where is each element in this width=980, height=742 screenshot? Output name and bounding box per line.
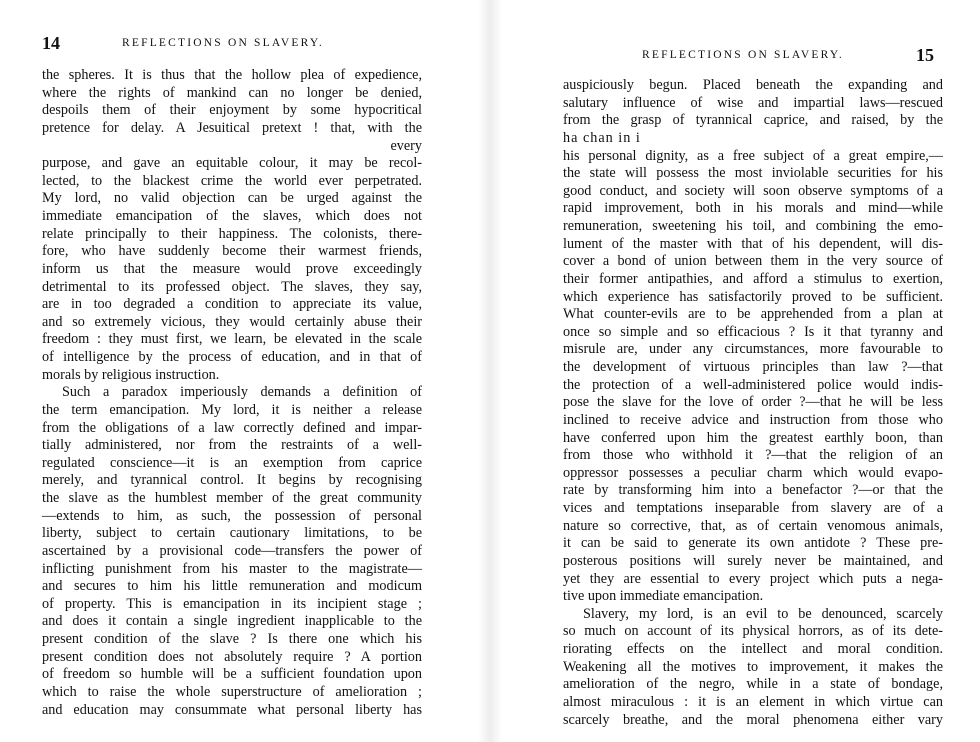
text-line: oppressor possesses a peculiar charm which would evapo- <box>563 464 943 481</box>
text-line: tially administered, nor from the restraints of a well- <box>42 437 422 454</box>
right-running-title: REFLECTIONS ON SLAVERY. <box>642 49 844 61</box>
text-line: from those who withhold it ?—that the religion of an <box>563 447 943 464</box>
text-line: scarcely breathe, and the moral phenomena either vary <box>563 711 943 728</box>
text-line: his personal dignity, as a free subject of a great empire,— <box>563 147 943 164</box>
text-line: riorating effects on the intellect and moral condition. <box>563 641 943 657</box>
text-line: despoils them of their enjoyment by some hypocritical <box>42 102 422 119</box>
text-line: the slave as the humblest member of the great community <box>42 490 422 506</box>
text-line: of freedom so humble will be a sufficient foundation upon <box>42 666 422 683</box>
text-line: from the grasp of tyrannical caprice, and raised, by the <box>563 112 943 129</box>
text-line: rate by transforming him into a benefactor ?—or that the <box>563 482 943 499</box>
text-line: and secures to him his little remuneration and modicum <box>42 578 422 595</box>
text-line: the spheres. It is thus that the hollow plea of expedience, <box>42 67 422 83</box>
text-line: remuneration, sweetening his toil, and combining the emo- <box>563 218 943 234</box>
text-line: the state will possess the most inviolable securities for his <box>563 165 943 182</box>
text-line: What counter-evils are to be apprehended from a plan at <box>563 306 943 323</box>
text-line: good conduct, and society will soon observe symptoms of a <box>563 182 943 199</box>
text-line: present condition of the slave ? Is there one which his <box>42 631 422 647</box>
text-line: are in too degraded a condition to appreciate its value, <box>42 296 422 313</box>
text-line: inflicting punishment from his master to the magistrate— <box>42 560 422 577</box>
text-line: present condition does not absolutely require ? A portion <box>42 648 422 665</box>
text-line: inform us that the measure would prove exceedingly <box>42 260 422 277</box>
text-line: and education may consummate what personal liberty has <box>42 701 422 718</box>
text-line: immediate emancipation of the slaves, which does not <box>42 208 422 224</box>
text-line: regulated conscience—it is an exemption from caprice <box>42 454 422 471</box>
text-line: of property. This is emancipation in its incipient stage ; <box>42 595 422 612</box>
text-line: and so extremely vicious, they would certainly abuse their <box>42 313 422 330</box>
text-line: almost miraculous : it is an element in which virtue can <box>563 693 943 710</box>
text-line: their former antipathies, and afford a stimulus to exertion, <box>563 270 943 287</box>
text-line: nature so corrective, that, as of certain venomous animals, <box>563 517 943 534</box>
text-line: detrimental to its professed object. The slaves, they say, <box>42 278 422 295</box>
left-page-header <box>0 33 490 53</box>
text-line: rapid improvement, both in his morals and mind—while <box>563 200 943 217</box>
text-line: the term emancipation. My lord, it is neither a release <box>42 401 422 418</box>
text-line: salutary influence of wise and impartial laws—rescued <box>563 94 943 111</box>
text-line: pretence for delay. A Jesuitical pretext ! that, with the <box>42 119 422 136</box>
text-line: pose the slave for the love of order ?—that he will be less <box>563 394 943 411</box>
text-line: tive upon immediate emancipation. <box>563 588 764 605</box>
text-line: posterous positions will surely never be maintained, and <box>563 552 943 569</box>
text-line: once so simple and so efficacious ? Is it that tyranny and <box>563 323 943 340</box>
left-running-title: REFLECTIONS ON SLAVERY. <box>122 37 324 49</box>
text-line: Such a paradox imperiously demands a definition of <box>62 384 422 401</box>
text-line: relate principally to their happiness. The colonists, there- <box>42 225 422 242</box>
text-line: lument of the master with that of his dependent, will dis- <box>563 235 943 252</box>
text-line: and does it contain a single ingredient inapplicable to the <box>42 613 422 630</box>
text-line: ha chan in i <box>563 129 641 146</box>
right-page <box>490 0 980 742</box>
text-line: which experience has satisfactorily proved to be sufficient. <box>563 288 943 305</box>
text-line: inclined to receive advice and instruction from those who <box>563 411 943 428</box>
text-line: misrule are, under any circumstances, more favourable to <box>563 341 943 358</box>
text-line: have conferred upon him the greatest earthly boon, than <box>563 429 943 446</box>
text-line: which to raise the whole superstructure of amelioration ; <box>42 683 422 700</box>
text-line: the development of virtuous principles than law ?—that <box>563 359 943 375</box>
text-line: morals by religious instruction. <box>42 366 220 383</box>
text-line: My lord, no valid objection can be urged against the <box>42 190 422 207</box>
text-line: —extends to him, as such, the possession of personal <box>42 507 422 524</box>
text-line: from the obligations of a law correctly defined and impar- <box>42 419 422 436</box>
text-line: merely, and tyrannical control. It begins by recognising <box>42 472 422 489</box>
text-line: liberty, subject to certain cautionary limitations, to be <box>42 525 422 542</box>
text-line: freedom : they must first, we learn, be elevated in the scale <box>42 331 422 348</box>
text-line: amelioration of the negro, while in a state of bondage, <box>563 676 943 693</box>
text-line: fore, who have suddenly become their warmest friends, <box>42 243 422 260</box>
text-line: lected, to the blackest crime the world ever perpetrated. <box>42 172 422 189</box>
text-line: purpose, and gave an equitable colour, it may be recol- <box>42 155 422 172</box>
text-line: of intelligence by the process of education, and in that of <box>42 349 422 365</box>
right-page-text <box>563 77 943 729</box>
left-page-text <box>42 67 422 719</box>
text-line: Weakening all the motives to improvement, it makes the <box>563 658 943 675</box>
left-page-number: 14 <box>42 33 60 53</box>
text-line: cover a bond of union between them in the very source of <box>563 253 943 270</box>
text-line: so much on account of its physical horrors, as of its dete- <box>563 623 943 640</box>
text-line: auspiciously begun. Placed beneath the expanding and <box>563 77 943 93</box>
right-page-number: 15 <box>916 45 934 65</box>
text-line: every <box>390 137 422 154</box>
text-line: Slavery, my lord, is an evil to be denounced, scarcely <box>583 605 943 622</box>
text-line: yet they are essential to every project which puts a nega- <box>563 570 943 587</box>
text-line: where the rights of mankind can no longer be denied, <box>42 84 422 101</box>
right-page-header <box>490 45 980 65</box>
text-line: the protection of a well-administered police would indis- <box>563 376 943 393</box>
text-line: vices and temptations inseparable from slavery are of a <box>563 500 943 516</box>
text-line: ascertained by a provisional code—transfers the power of <box>42 542 422 559</box>
text-line: it can be said to generate its own antidote ? These pre- <box>563 535 943 552</box>
